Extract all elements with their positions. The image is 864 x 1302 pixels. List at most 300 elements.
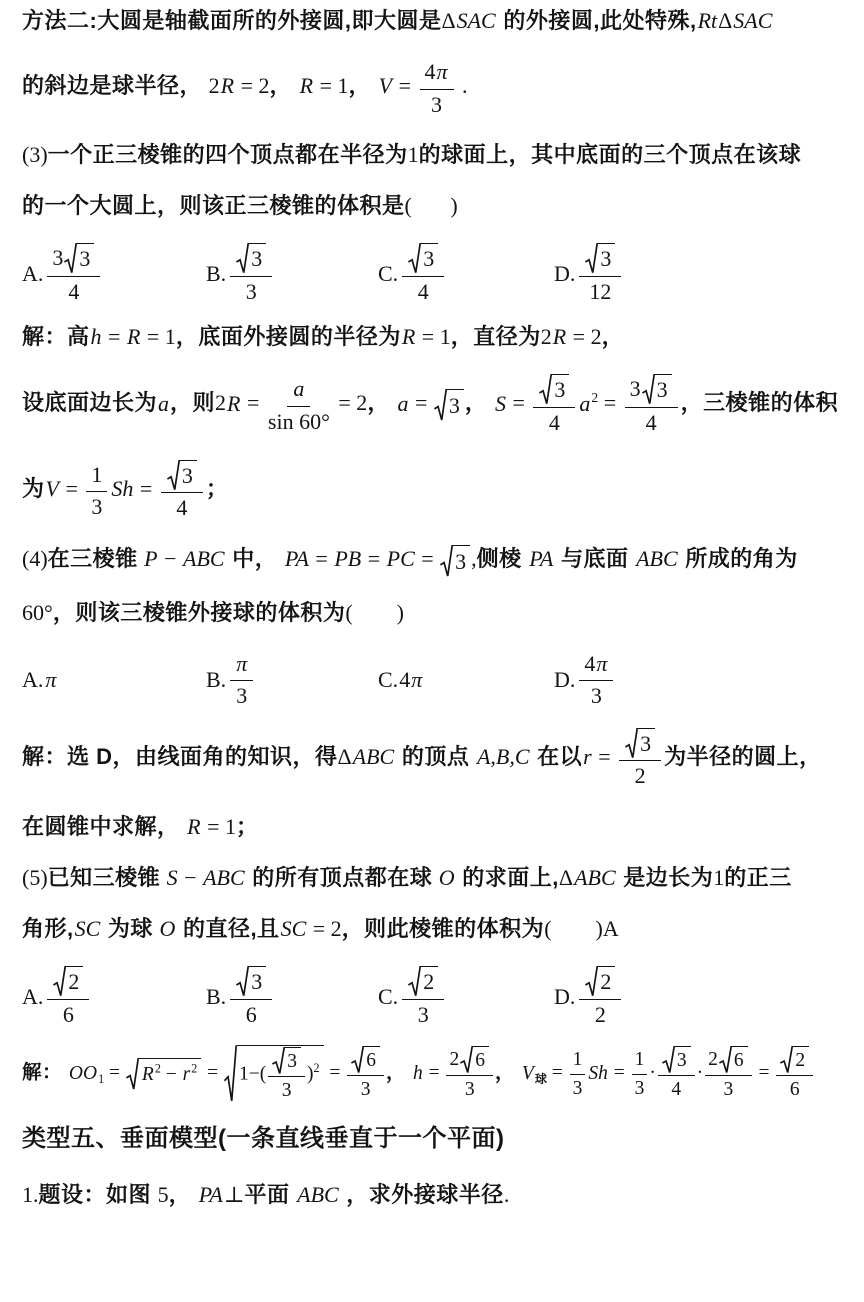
- radicand: [598, 243, 615, 274]
- square-root: [780, 1046, 809, 1073]
- fraction-numerator: [533, 373, 575, 408]
- fraction: [347, 1046, 384, 1102]
- math-number: =: [423, 1062, 445, 1084]
- text-run: ，: [168, 1181, 198, 1207]
- math-number: 3: [455, 548, 467, 574]
- math-number: =: [506, 390, 531, 416]
- fraction: [230, 242, 272, 306]
- text-run: 的球面上，其中底面的三个顶点在该球: [418, 142, 802, 168]
- math-variable: SAC: [733, 8, 773, 33]
- text-run: 在三棱锥: [47, 545, 138, 571]
- fraction: [47, 965, 89, 1029]
- method2-line1: [22, 6, 848, 36]
- math-number: 1: [713, 865, 725, 891]
- text-run: 解：选 D，由线面角的知识，得: [22, 744, 338, 770]
- math-variable: h: [90, 324, 102, 350]
- radical-icon: [642, 374, 655, 405]
- text-run: 为半径的圆上，: [664, 744, 822, 770]
- fraction-denominator: [724, 1076, 734, 1102]
- fraction-denominator: [63, 1000, 74, 1030]
- radicand: [421, 966, 438, 997]
- math-number: = 2: [567, 324, 602, 350]
- math-number: 3: [656, 377, 668, 403]
- math-variable: R: [187, 814, 201, 840]
- square-root: [440, 545, 470, 577]
- fraction-numerator: [402, 965, 444, 1000]
- math-number: 3: [287, 1051, 297, 1073]
- math-number: Δ: [558, 865, 574, 891]
- text-run: 在圆锥中求解，: [22, 814, 187, 840]
- math-variable: R: [141, 1064, 154, 1086]
- text-run: ，则: [170, 390, 216, 416]
- option-label: C.: [378, 261, 399, 287]
- option-c: [378, 242, 554, 306]
- text-run: ，三棱锥的体积: [680, 390, 839, 416]
- fraction-denominator: [418, 1000, 429, 1030]
- math-number: .: [456, 73, 468, 99]
- math-number: =: [324, 1062, 346, 1084]
- math-variable: PB: [334, 545, 362, 571]
- math-variable: V: [521, 1062, 534, 1084]
- fraction: [268, 374, 330, 436]
- option-label: D.: [554, 666, 576, 692]
- radicand: [552, 374, 569, 405]
- fraction: [47, 242, 100, 306]
- text-run: ，: [348, 73, 378, 99]
- radical-icon: [440, 545, 453, 577]
- square-root: [625, 728, 655, 759]
- math-variable: a: [579, 390, 591, 416]
- math-number: 4: [176, 495, 188, 521]
- fraction-numerator: [619, 727, 661, 762]
- fraction: [420, 57, 454, 119]
- fraction-numerator: [230, 649, 253, 682]
- radical-icon: [224, 1045, 237, 1103]
- superscript: 2: [154, 1061, 161, 1076]
- math-number: = 1: [201, 814, 236, 840]
- text-run: ，: [386, 1061, 412, 1084]
- radical-icon: [625, 728, 638, 759]
- text-run: 是边长为: [616, 865, 714, 891]
- math-variable: O: [433, 865, 455, 891]
- text-run: 为球: [101, 916, 153, 942]
- method2-line2: [22, 57, 848, 119]
- math-variable: SAC: [456, 8, 496, 33]
- fraction: [579, 649, 613, 711]
- math-number: 3: [600, 246, 612, 272]
- square-root: [236, 243, 266, 274]
- q4-solution-line1: [22, 727, 848, 791]
- math-number: =: [241, 390, 265, 416]
- math-variable: V: [378, 73, 393, 99]
- q5-solution-line: [22, 1045, 848, 1103]
- q3-statement-line2: [22, 191, 848, 221]
- math-variable: P: [138, 545, 158, 571]
- math-variable: R: [401, 324, 416, 350]
- option-label: D.: [554, 261, 576, 287]
- math-variable: PC: [386, 545, 415, 571]
- fraction: [402, 965, 444, 1029]
- option-a: [22, 665, 206, 695]
- radical-icon: [539, 374, 552, 405]
- math-number: 2: [208, 73, 220, 99]
- math-number: −: [160, 1064, 182, 1086]
- math-number: Δ: [718, 8, 733, 33]
- text-run: 侧棱: [476, 545, 529, 571]
- radical-icon: [434, 389, 447, 421]
- fraction: [230, 965, 272, 1029]
- q3-statement-line1: [22, 140, 848, 170]
- fraction: [625, 373, 678, 437]
- math-variable: ABC: [183, 545, 225, 571]
- math-variable: R: [126, 324, 141, 350]
- option-d: [554, 649, 848, 711]
- text-run: ，: [494, 1061, 521, 1084]
- square-root: [408, 243, 438, 274]
- math-variable: R: [299, 73, 314, 99]
- fraction: [705, 1046, 752, 1102]
- radical-icon: [585, 243, 598, 274]
- fraction-numerator: [579, 649, 613, 682]
- radicand: [453, 545, 470, 577]
- text-run: 的正三: [724, 865, 792, 891]
- math-number: 1: [407, 142, 419, 168]
- square-root: [585, 243, 615, 274]
- math-number: 4: [584, 650, 596, 676]
- fraction: [776, 1046, 813, 1102]
- fraction-denominator: [246, 1000, 257, 1030]
- fraction-numerator: [579, 965, 621, 1000]
- square-root: [719, 1046, 748, 1073]
- math-number: 3: [236, 683, 248, 709]
- math-number: sin 60°: [267, 408, 330, 434]
- math-number: 3: [91, 494, 103, 520]
- math-number: =: [753, 1062, 775, 1084]
- radicand: [655, 374, 672, 405]
- math-number: =: [104, 1062, 125, 1084]
- math-number: 4: [424, 59, 436, 84]
- radicand: [77, 243, 94, 274]
- fraction-numerator: [230, 242, 272, 277]
- q5-statement-line1: [22, 863, 848, 893]
- math-number: 2: [708, 1049, 718, 1071]
- math-number: (4): [22, 545, 48, 571]
- q4-options: [22, 649, 848, 711]
- radical-icon: [272, 1047, 285, 1074]
- math-number: 2: [540, 324, 552, 350]
- fraction: [230, 649, 253, 711]
- fraction-numerator: [658, 1046, 695, 1075]
- math-number: ( ): [404, 193, 458, 219]
- math-number: Δ: [337, 744, 352, 770]
- text-run: ，底面外接圆的半径为: [175, 324, 401, 350]
- radicand: [598, 966, 615, 997]
- text-run: ，: [601, 324, 625, 350]
- text-run: 角形,: [22, 916, 74, 942]
- math-number: 3: [464, 1078, 475, 1100]
- superscript: 2: [313, 1061, 320, 1076]
- math-number: 3: [245, 278, 257, 304]
- math-number: 2: [68, 969, 80, 995]
- text-run: 解：: [22, 1061, 68, 1084]
- text-run: 所成的角为: [678, 545, 798, 571]
- text-run: ，则此棱锥的体积为: [341, 916, 545, 942]
- fraction-numerator: [570, 1047, 586, 1074]
- fraction-denominator: [91, 492, 102, 522]
- math-variable: SC: [74, 916, 101, 942]
- fraction-denominator: [589, 277, 611, 307]
- square-root: [64, 243, 94, 274]
- radicand: [180, 460, 197, 491]
- math-number: 4: [671, 1078, 682, 1100]
- radical-icon: [719, 1046, 732, 1073]
- math-variable: A,B,C: [476, 744, 530, 770]
- square-root: [272, 1047, 301, 1074]
- math-number: 4: [399, 666, 411, 692]
- math-number: 4: [548, 409, 560, 435]
- math-variable: O: [153, 916, 176, 942]
- radicand: [139, 1058, 201, 1090]
- fraction-numerator: [632, 1047, 648, 1074]
- math-number: 3: [79, 246, 91, 272]
- square-root: [585, 966, 615, 997]
- math-number: = 1: [314, 73, 349, 99]
- text-run: 的直径,且: [176, 916, 280, 942]
- math-number: 3: [52, 245, 64, 271]
- fraction: [446, 1046, 493, 1102]
- square-root: [53, 966, 83, 997]
- math-variable: R: [552, 324, 567, 350]
- math-number: 2: [423, 969, 435, 995]
- math-number: .: [503, 1181, 510, 1207]
- type5-setup-line: [22, 1180, 848, 1210]
- math-number: 4: [417, 278, 429, 304]
- fraction-numerator: [230, 965, 272, 1000]
- math-variable: a: [158, 390, 170, 416]
- math-variable: r: [583, 744, 592, 770]
- math-number: 6: [245, 1001, 257, 1027]
- option-d: [554, 965, 848, 1029]
- fraction-denominator: [361, 1076, 371, 1102]
- text-run: 题设：如图: [38, 1181, 158, 1207]
- math-variable: Rt: [697, 8, 718, 33]
- math-number: 4: [68, 278, 80, 304]
- math-number: 3: [572, 1077, 583, 1099]
- math-number: 3: [723, 1078, 734, 1100]
- option-d: [554, 242, 848, 306]
- option-label: C.: [378, 984, 399, 1010]
- math-number: 3: [431, 91, 443, 117]
- q4-solution-line2: [22, 812, 848, 842]
- option-label: A.: [22, 666, 44, 692]
- superscript: 2: [191, 1061, 198, 1076]
- math-number: ·: [649, 1062, 656, 1084]
- fraction-denominator: [646, 408, 657, 438]
- radicand: [364, 1046, 380, 1073]
- math-number: 3: [423, 246, 435, 272]
- fraction-denominator: [282, 1077, 292, 1103]
- type5-heading: [22, 1124, 848, 1154]
- radicand: [675, 1046, 691, 1073]
- option-label: D.: [554, 984, 576, 1010]
- math-number: 3: [676, 1050, 687, 1072]
- fraction-numerator: [268, 1047, 305, 1076]
- q4-statement-line1: [22, 544, 848, 577]
- fraction: [402, 242, 444, 306]
- math-number: 1: [634, 1049, 645, 1071]
- square-root: [224, 1045, 324, 1103]
- radicand: [249, 243, 266, 274]
- math-variable: a: [397, 390, 409, 416]
- math-number: ): [307, 1063, 314, 1085]
- fraction-numerator: [776, 1046, 813, 1075]
- math-number: = 1: [141, 324, 176, 350]
- square-root: [351, 1046, 380, 1073]
- square-root: [539, 374, 569, 405]
- fraction: [658, 1046, 695, 1102]
- math-number: 3: [417, 1001, 429, 1027]
- fraction-numerator: [705, 1046, 752, 1075]
- math-number: 2: [634, 763, 646, 789]
- math-number: −: [178, 865, 203, 891]
- fraction: [86, 460, 107, 522]
- math-number: 3: [251, 246, 263, 272]
- radical-icon: [780, 1046, 793, 1073]
- math-number: 6: [366, 1050, 377, 1072]
- text-run: 为: [22, 475, 45, 501]
- math-number: 3: [448, 393, 460, 419]
- math-number: =: [202, 1062, 223, 1084]
- math-variable: π: [45, 666, 57, 692]
- math-number: (3): [22, 142, 48, 168]
- math-number: =: [102, 324, 126, 350]
- math-number: ( ): [345, 599, 404, 625]
- radical-icon: [236, 243, 249, 274]
- math-variable: π: [411, 666, 423, 692]
- math-variable: Sh: [588, 1062, 608, 1084]
- text-run: 的求面上,: [455, 865, 559, 891]
- fraction-denominator: [595, 1000, 606, 1030]
- option-a: [22, 965, 206, 1029]
- math-variable: S: [161, 865, 178, 891]
- radicand: [421, 243, 438, 274]
- math-number: 1: [572, 1049, 583, 1071]
- math-number: =: [598, 390, 622, 416]
- math-number: 3: [590, 683, 602, 709]
- math-number: 3: [634, 1077, 645, 1099]
- fraction-numerator: [161, 459, 203, 494]
- text-run: ；: [236, 814, 259, 840]
- subscript: 球: [534, 1072, 547, 1087]
- math-variable: ABC: [574, 865, 616, 891]
- option-label: C.: [378, 666, 399, 692]
- math-number: 2: [795, 1050, 806, 1072]
- math-number: Δ: [441, 8, 456, 33]
- square-root: [126, 1058, 201, 1090]
- math-variable: PA: [198, 1181, 223, 1207]
- radical-icon: [408, 966, 421, 997]
- math-number: =: [59, 475, 84, 501]
- math-variable: ABC: [297, 1181, 339, 1207]
- text-run: 一个正三棱锥的四个顶点都在半径为: [47, 142, 408, 168]
- math-variable: π: [436, 59, 448, 84]
- radical-icon: [351, 1046, 364, 1073]
- math-number: =: [409, 390, 433, 416]
- text-run: ，直径为: [450, 324, 541, 350]
- fraction-numerator: [625, 373, 678, 408]
- text-run: ；: [205, 475, 229, 501]
- radical-icon: [53, 966, 66, 997]
- fraction: [161, 459, 203, 523]
- text-run: 已知三棱锥: [47, 865, 161, 891]
- fraction-denominator: [465, 1076, 475, 1102]
- math-variable: PA: [284, 545, 309, 571]
- fraction-denominator: [635, 761, 646, 791]
- radical-icon: [585, 966, 598, 997]
- option-b: [206, 649, 378, 711]
- text-run: 的斜边是球半径，: [22, 73, 209, 99]
- fraction-denominator: [549, 408, 560, 438]
- math-variable: r: [182, 1064, 191, 1086]
- math-number: ( )A: [544, 916, 619, 942]
- text-run: 方法二:大圆是轴截面所的外接圆,即大圆是: [22, 8, 442, 33]
- text-run: ，则该三棱锥外接球的体积为: [52, 599, 346, 625]
- q3-options: [22, 242, 848, 306]
- math-variable: ABC: [352, 744, 395, 770]
- math-variable: OO: [68, 1062, 98, 1084]
- text-run: 设底面边长为: [22, 390, 158, 416]
- radical-icon: [126, 1058, 139, 1090]
- square-root: [236, 966, 266, 997]
- radical-icon: [64, 243, 77, 274]
- text-run: 的外接圆,此处特殊,: [496, 8, 697, 33]
- fraction: [579, 242, 621, 306]
- radicand: [285, 1047, 301, 1074]
- fraction-denominator: [635, 1075, 645, 1101]
- radical-icon: [167, 460, 180, 491]
- square-root: [460, 1046, 489, 1073]
- text-run: 与底面: [554, 545, 636, 571]
- text-run: 中，: [225, 545, 284, 571]
- math-number: 2: [215, 390, 227, 416]
- text-run: 的顶点: [395, 744, 476, 770]
- fraction-numerator: [579, 242, 621, 277]
- option-label: B.: [206, 984, 227, 1010]
- square-root: [408, 966, 438, 997]
- q5-options: [22, 965, 848, 1029]
- math-number: =: [134, 475, 158, 501]
- math-number: (5): [22, 865, 48, 891]
- math-number: 6: [475, 1050, 485, 1072]
- square-root: [167, 460, 197, 491]
- fraction-numerator: [287, 374, 310, 407]
- radicand: [237, 1045, 324, 1103]
- text-run: ，求外接球半径: [339, 1181, 504, 1207]
- math-number: 3: [629, 376, 641, 402]
- q3-solution-line1: [22, 322, 848, 352]
- fraction-denominator: [431, 90, 442, 120]
- math-number: 5: [157, 1181, 169, 1207]
- fraction: [619, 727, 661, 791]
- text-run: 的所有顶点都在球: [245, 865, 433, 891]
- math-number: 1.: [22, 1181, 39, 1207]
- math-variable: π: [236, 650, 248, 676]
- fraction-numerator: [446, 1046, 493, 1075]
- math-variable: ABC: [636, 545, 678, 571]
- math-variable: SC: [280, 916, 307, 942]
- math-number: ⊥: [223, 1181, 245, 1207]
- math-number: = 2: [307, 916, 342, 942]
